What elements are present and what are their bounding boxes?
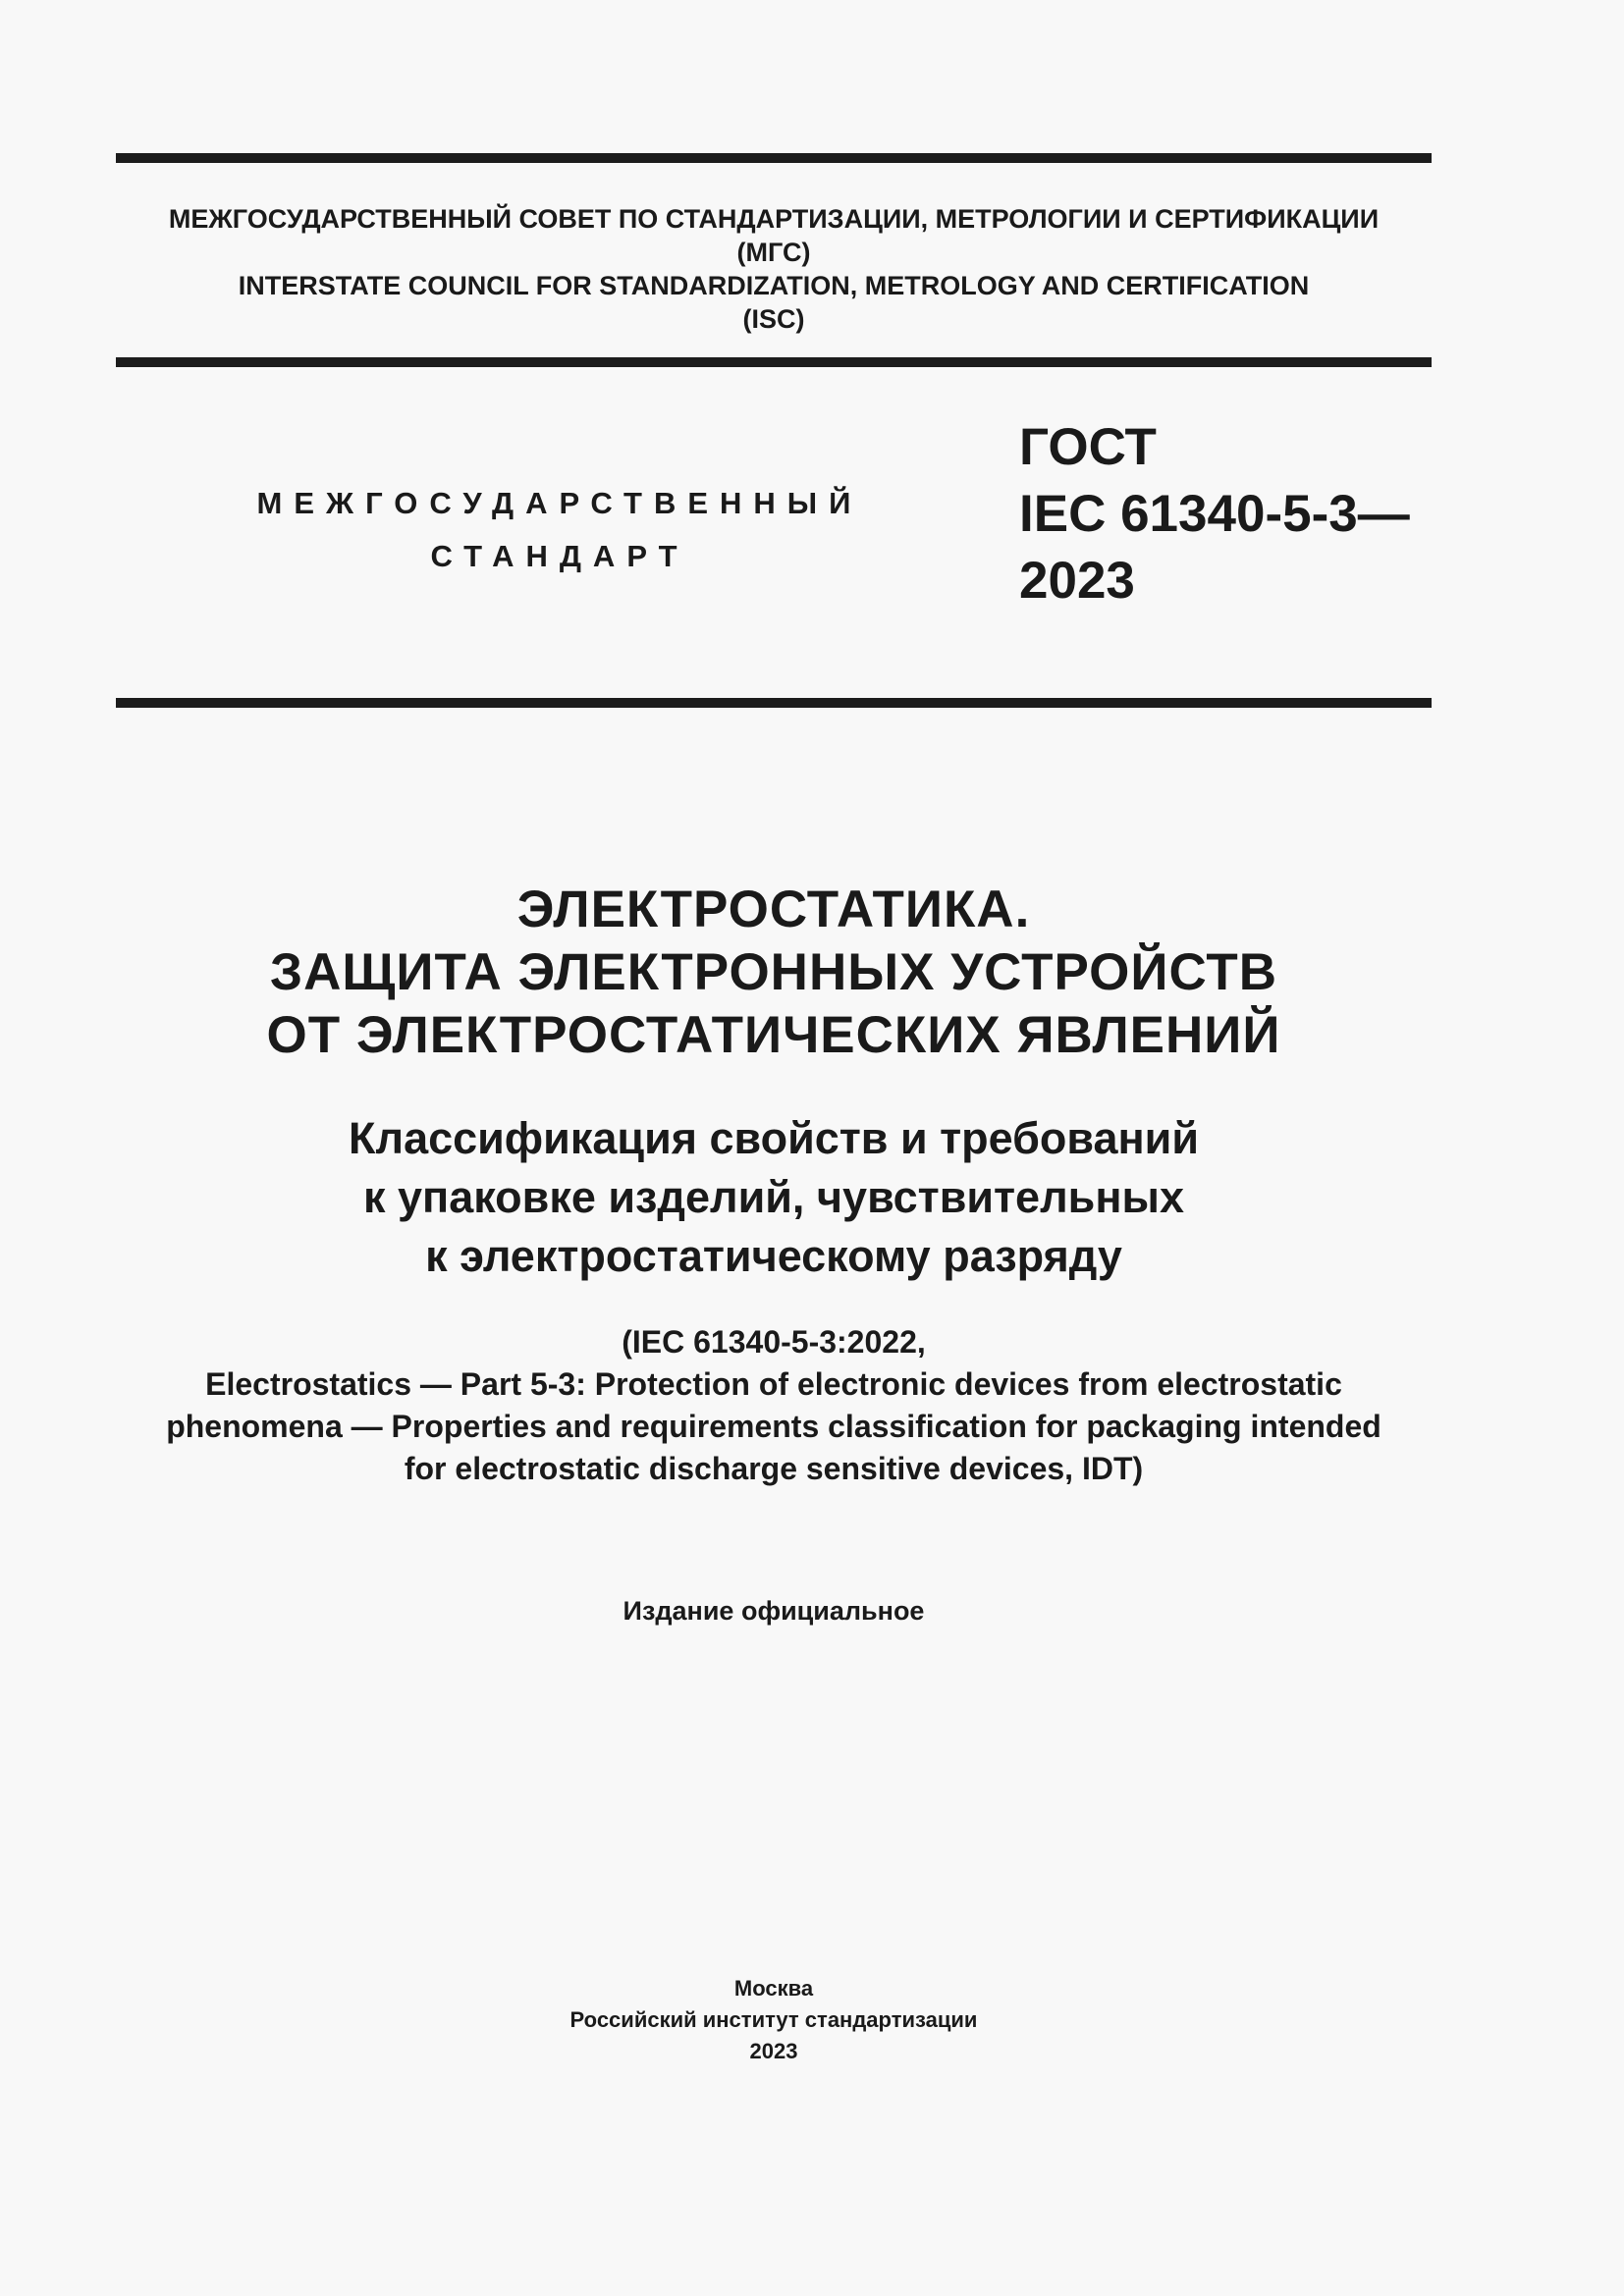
imprint-year: 2023 xyxy=(749,2039,798,2063)
council-abbr-ru: (МГС) xyxy=(736,238,811,267)
imprint-city: Москва xyxy=(733,1976,814,2001)
original-standard-reference xyxy=(116,1321,1432,1490)
subtitle-line2: к упаковке изделий, чувствительных xyxy=(363,1172,1184,1222)
council-abbr-en: (ISC) xyxy=(742,304,805,334)
title-line3: ОТ ЭЛЕКТРОСТАТИЧЕСКИХ ЯВЛЕНИЙ xyxy=(266,1006,1281,1064)
header-bottom-rule xyxy=(116,698,1432,708)
standard-type-line1: МЕЖГОСУДАРСТВЕННЫЙ xyxy=(256,486,863,520)
council-header xyxy=(116,202,1432,336)
title-line1: ЭЛЕКТРОСТАТИКА. xyxy=(516,881,1031,938)
designation-line3: 2023 xyxy=(1019,552,1135,610)
original-line3: phenomena — Properties and requirements classification for packaging intended xyxy=(166,1409,1381,1444)
imprint xyxy=(116,1973,1432,2067)
council-name-ru: МЕЖГОСУДАРСТВЕННЫЙ СОВЕТ ПО СТАНДАРТИЗАЦИИ, МЕТРОЛОГИИ И СЕРТИФИКАЦИИ xyxy=(168,204,1380,234)
edition-label: Издание официальное xyxy=(623,1596,925,1626)
original-line1: (IEC 61340-5-3:2022, xyxy=(622,1324,926,1360)
standard-type xyxy=(196,477,923,583)
imprint-publisher: Российский институт стандартизации xyxy=(569,2007,978,2032)
standard-type-line2: СТАНДАРТ xyxy=(430,539,689,573)
title-line2: ЗАЩИТА ЭЛЕКТРОННЫХ УСТРОЙСТВ xyxy=(269,943,1278,1001)
council-name-en: INTERSTATE COUNCIL FOR STANDARDIZATION, METROLOGY AND CERTIFICATION xyxy=(238,271,1310,300)
original-line2: Electrostatics — Part 5-3: Protection of electronic devices from electrostatic xyxy=(205,1366,1342,1402)
subtitle-line3: к электростатическому разряду xyxy=(425,1231,1122,1281)
council-bottom-rule xyxy=(116,357,1432,367)
original-line4: for electrostatic discharge sensitive devices, IDT) xyxy=(404,1451,1144,1486)
top-rule xyxy=(116,153,1432,163)
subtitle xyxy=(116,1109,1432,1286)
standard-designation xyxy=(1019,414,1410,614)
designation-line1: ГОСТ xyxy=(1019,418,1157,476)
subtitle-line1: Классификация свойств и требований xyxy=(349,1113,1199,1163)
designation-line2: IEC 61340-5-3— xyxy=(1019,485,1410,543)
main-title xyxy=(116,879,1432,1067)
